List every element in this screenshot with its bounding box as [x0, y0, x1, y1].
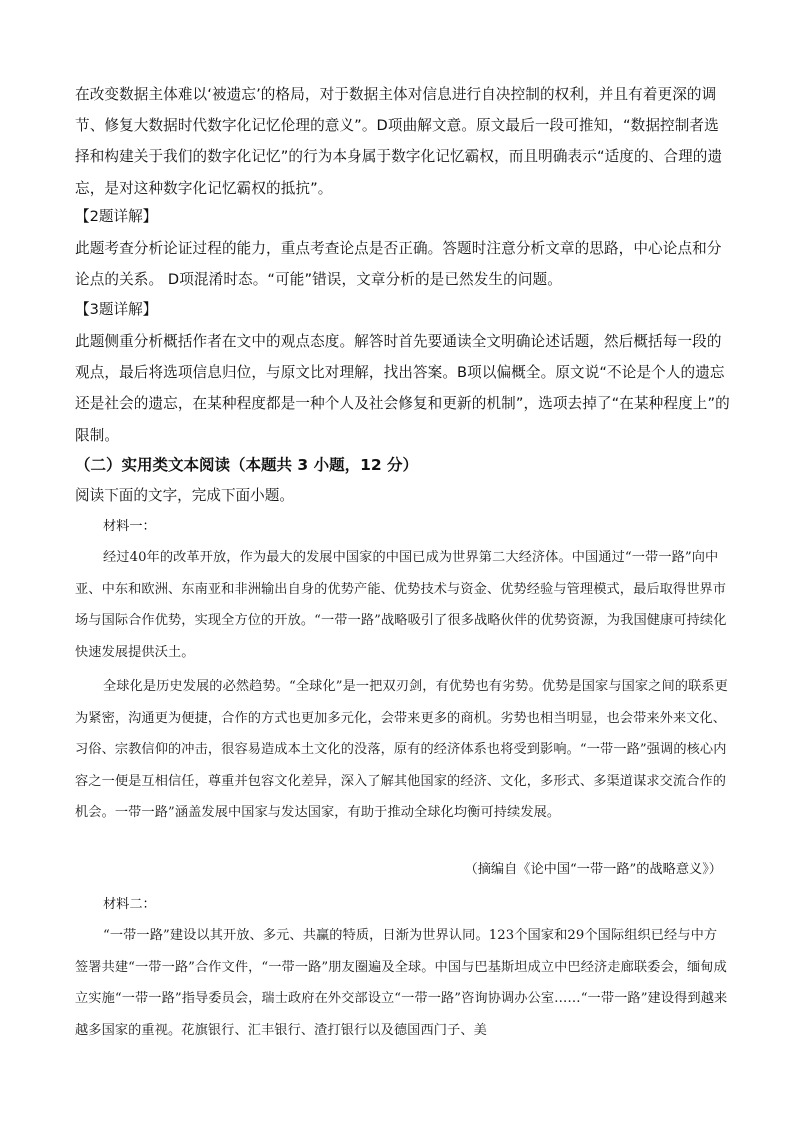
material-1-paragraph-2: 全球化是历史发展的必然趋势。“全球化”是一把双刃剑，有优势也有劣势。优势是国家与国家之间的联系更为紧密，沟通更为便捷，合作的方式也更加多元化，会带来更多的商机。劣势也相当明显，也会带来外来文化、习俗、宗教信仰的冲击，很容易造成本土文化的没落，原有的经济体系也将受到影响。“一带一路”强调的核心内容之一便是互相信任，尊重并包容文化差异，深入了解其他国家的经济、文化，多形式、多渠道谋求交流合作的机会。一带一路”涵盖发展中国家与发达国家，有助于推动全球化均衡可持续发展。 [75, 679, 728, 821]
material-1-label: 材料一： [103, 519, 156, 534]
material-1-paragraph-1: 经过40年的改革开放，作为最大的发展中国家的中国已成为世界第二大经济体。中国通过“一带一路”向中亚、中东和欧洲、东南亚和非洲输出自身的优势产能、优势技术与资金、优势经验与管理模式，最后取得世界市场与国际合作优势，实现全方位的开放。“一带一路”战略吸引了很多战略伙伴的优势资源，为我国健康可持续化快速发展提供沃土。 [75, 550, 727, 660]
q2-explanation: 此题考查分析论证过程的能力，重点考查论点是否正确。答题时注意分析文章的思路，中心论点和分论点的关系。 D项混淆时态。“可能”错误，文章分析的是已然发生的问题。 [75, 240, 722, 289]
section-title: （二）实用类文本阅读（本题共 3 小题，12 分） [75, 456, 419, 474]
material-2-label: 材料二： [103, 897, 156, 912]
material-1-source: （摘编自《论中国“一带一路”的战略意义》） [464, 862, 722, 877]
material-2-paragraph-1: “一带一路”建设以其开放、多元、共赢的特质，日渐为世界认同。123个国家和29个国际组织已经与中方签署共建“一带一路”合作文件，“一带一路”朋友圈遍及全球。中国与巴基斯坦成立中巴经济走廊联委会，缅甸成立实施“一带一路”指导委员会，瑞士政府在外交部设立“一带一路”咨询协调办公室……“一带一路”建设得到越来越多国家的重视。花旗银行、汇丰银行、渣打银行以及德国西门子、美 [75, 928, 728, 1038]
q3-explanation: 此题侧重分析概括作者在文中的观点态度。解答时首先要通读全文明确论述话题，然后概括每一段的观点，最后将选项信息归位，与原文比对理解，找出答案。B项以偏概全。原文说“不论是个人的遗忘还是社会的遗忘，在某种程度都是一种个人及社会修复和更新的机制”，选项去掉了“在某种程度上”的限制。 [75, 333, 730, 444]
q2-heading: 【2题详解】 [75, 208, 158, 225]
answer-explanation-q1-continued: 在改变数据主体难以‘被遗忘’的格局，对于数据主体对信息进行自决控制的权利，并且有着更深的调节、修复大数据时代数字化记忆伦理的意义”。D项曲解文意。原文最后一段可推知，“数据控制者选择和构建关于我们的数字化记忆”的行为本身属于数字化记忆霸权，而且明确表示“适度的、合理的遗忘，是对这种数字化记忆霸权的抵抗”。 [75, 86, 723, 197]
q3-heading: 【3题详解】 [75, 301, 158, 318]
reading-instruction: 阅读下面的文字，完成下面小题。 [75, 487, 294, 504]
